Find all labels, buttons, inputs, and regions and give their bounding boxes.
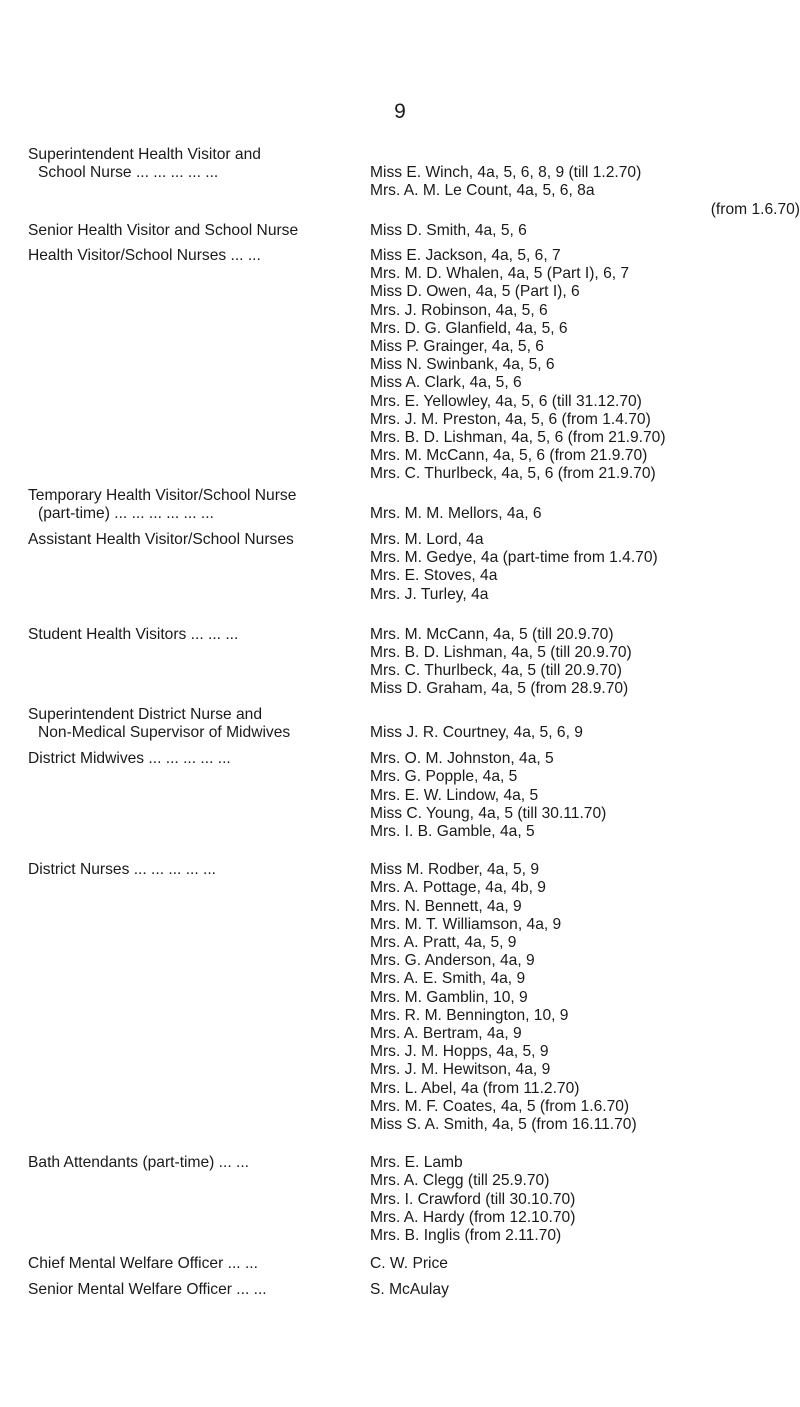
staff-name-line: Mrs. C. Thurlbeck, 4a, 5, 6 (from 21.9.70) — [370, 465, 656, 483]
role-line: Bath Attendants (part-time) ... ... — [28, 1154, 250, 1172]
roster-entry — [28, 750, 800, 841]
staff-name-line: Mrs. L. Abel, 4a (from 11.2.70) — [370, 1079, 580, 1097]
staff-name-line: Mrs. J. M. Preston, 4a, 5, 6 (from 1.4.70) — [370, 410, 651, 428]
staff-name-line: Mrs. E. Stoves, 4a — [370, 567, 498, 585]
roster-entry — [28, 487, 800, 523]
roster-entry — [28, 247, 800, 484]
staff-names — [370, 861, 800, 1134]
role-title — [28, 626, 370, 699]
role-title — [28, 222, 370, 240]
roster-entry — [28, 222, 800, 240]
staff-name-line: Miss E. Winch, 4a, 5, 6, 8, 9 (till 1.2.70) — [370, 164, 642, 182]
staff-names — [370, 626, 800, 699]
roster-entry — [28, 146, 800, 219]
role-title — [28, 1154, 370, 1245]
staff-name-line: Mrs. B. D. Lishman, 4a, 5, 6 (from 21.9.70) — [370, 429, 666, 447]
staff-name-line: Mrs. C. Thurlbeck, 4a, 5 (till 20.9.70) — [370, 662, 622, 680]
role-line: School Nurse ... ... ... ... ... — [38, 164, 219, 182]
roster-entry — [28, 706, 800, 742]
role-line: Assistant Health Visitor/School Nurses — [28, 531, 294, 549]
roster-entry — [28, 861, 800, 1134]
staff-name-line: Mrs. A. Pratt, 4a, 5, 9 — [370, 933, 517, 951]
staff-name-line: Mrs. I. Crawford (till 30.10.70) — [370, 1190, 576, 1208]
staff-names — [370, 1255, 800, 1273]
staff-name-line: (from 1.6.70) — [710, 200, 800, 218]
staff-name-line: Miss M. Rodber, 4a, 5, 9 — [370, 861, 540, 879]
page-number: 9 — [394, 100, 406, 123]
staff-name-line: S. McAulay — [370, 1281, 449, 1299]
staff-name-line: Mrs. A. E. Smith, 4a, 9 — [370, 970, 526, 988]
staff-name-line: Mrs. G. Anderson, 4a, 9 — [370, 952, 535, 970]
staff-name-line: Mrs. G. Popple, 4a, 5 — [370, 768, 518, 786]
role-line: (part-time) ... ... ... ... ... ... — [38, 504, 214, 522]
staff-name-line: Mrs. A. Bertram, 4a, 9 — [370, 1024, 522, 1042]
role-line: Superintendent Health Visitor and — [28, 146, 261, 163]
staff-name-line — [370, 487, 800, 505]
role-line: Chief Mental Welfare Officer ... ... — [28, 1255, 258, 1273]
roster-entry — [28, 1255, 800, 1273]
role-line: Superintendent District Nurse and — [28, 705, 263, 723]
staff-names — [370, 222, 800, 240]
roster-entry — [28, 531, 800, 604]
staff-name-line: Mrs. R. M. Bennington, 10, 9 — [370, 1006, 569, 1024]
staff-name-line: Mrs. A. Clegg (till 25.9.70) — [370, 1172, 550, 1190]
role-title — [28, 1281, 370, 1299]
role-line: Senior Mental Welfare Officer ... ... — [28, 1281, 267, 1299]
staff-name-line: Mrs. M. Gedye, 4a (part-time from 1.4.70) — [370, 549, 658, 567]
role-line: Health Visitor/School Nurses ... ... — [28, 247, 261, 265]
staff-name-line: Mrs. I. B. Gamble, 4a, 5 — [370, 822, 535, 840]
staff-name-line: Mrs. E. Lamb — [370, 1154, 463, 1172]
staff-names — [370, 531, 800, 604]
staff-names — [370, 487, 800, 523]
staff-name-line — [370, 706, 800, 724]
roster-entry — [28, 1281, 800, 1299]
staff-name-line: Miss A. Clark, 4a, 5, 6 — [370, 374, 522, 392]
staff-name-line: Mrs. A. Pottage, 4a, 4b, 9 — [370, 879, 546, 897]
staff-names — [370, 146, 800, 219]
role-line: Student Health Visitors ... ... ... — [28, 625, 239, 643]
staff-name-line: Mrs. M. D. Whalen, 4a, 5 (Part I), 6, 7 — [370, 265, 630, 283]
staff-name-line: Mrs. D. G. Glanfield, 4a, 5, 6 — [370, 319, 568, 337]
staff-name-line: Miss N. Swinbank, 4a, 5, 6 — [370, 356, 555, 374]
staff-name-line: Mrs. J. Robinson, 4a, 5, 6 — [370, 301, 548, 319]
staff-names — [370, 1281, 800, 1299]
staff-name-line: Mrs. E. W. Lindow, 4a, 5 — [370, 786, 539, 804]
role-title — [28, 861, 370, 1134]
staff-name-line: Mrs. B. Inglis (from 2.11.70) — [370, 1226, 562, 1244]
staff-name-line: Miss J. R. Courtney, 4a, 5, 6, 9 — [370, 723, 583, 741]
staff-name-line: Mrs. J. M. Hopps, 4a, 5, 9 — [370, 1043, 549, 1061]
roster-entry — [28, 626, 800, 699]
staff-name-line: Mrs. J. Turley, 4a — [370, 585, 489, 603]
staff-name-line: Mrs. E. Yellowley, 4a, 5, 6 (till 31.12.70) — [370, 392, 642, 410]
staff-name-line: Miss E. Jackson, 4a, 5, 6, 7 — [370, 247, 561, 265]
staff-name-line: Miss P. Grainger, 4a, 5, 6 — [370, 338, 544, 356]
staff-name-line: Mrs. M. T. Williamson, 4a, 9 — [370, 915, 562, 933]
staff-names — [370, 706, 800, 742]
staff-name-line: C. W. Price — [370, 1255, 448, 1273]
staff-name-line: Mrs. M. McCann, 4a, 5 (till 20.9.70) — [370, 625, 614, 643]
staff-name-line: Miss D. Smith, 4a, 5, 6 — [370, 221, 527, 239]
role-line: Temporary Health Visitor/School Nurse — [28, 486, 297, 504]
staff-roster — [28, 146, 800, 1300]
staff-name-line: Mrs. N. Bennett, 4a, 9 — [370, 897, 522, 915]
staff-name-line: Mrs. M. Lord, 4a — [370, 531, 484, 549]
staff-name-line: Mrs. J. M. Hewitson, 4a, 9 — [370, 1061, 551, 1079]
staff-names — [370, 750, 800, 841]
staff-name-line: Mrs. M. Gamblin, 10, 9 — [370, 988, 528, 1006]
role-title — [28, 750, 370, 841]
role-title — [28, 706, 370, 742]
staff-name-line: Mrs. A. Hardy (from 12.10.70) — [370, 1208, 576, 1226]
staff-name-line: Miss D. Graham, 4a, 5 (from 28.9.70) — [370, 680, 629, 698]
role-line: District Midwives ... ... ... ... ... — [28, 750, 231, 768]
staff-names — [370, 1154, 800, 1245]
staff-names — [370, 247, 800, 484]
role-line: District Nurses ... ... ... ... ... — [28, 861, 217, 879]
role-line: Non-Medical Supervisor of Midwives — [38, 723, 291, 741]
staff-name-line: Mrs. M. McCann, 4a, 5, 6 (from 21.9.70) — [370, 447, 648, 465]
staff-name-line: Mrs. O. M. Johnston, 4a, 5 — [370, 750, 554, 768]
staff-name-line: Miss C. Young, 4a, 5 (till 30.11.70) — [370, 804, 607, 822]
staff-name-line: Miss D. Owen, 4a, 5 (Part I), 6 — [370, 283, 580, 301]
staff-name-line: Mrs. A. M. Le Count, 4a, 5, 6, 8a — [370, 182, 595, 200]
role-title — [28, 1255, 370, 1273]
staff-name-line: Mrs. B. D. Lishman, 4a, 5 (till 20.9.70) — [370, 644, 632, 662]
role-title — [28, 146, 370, 219]
role-line: Senior Health Visitor and School Nurse — [28, 221, 299, 239]
staff-name-line: Miss S. A. Smith, 4a, 5 (from 16.11.70) — [370, 1115, 637, 1133]
staff-name-line — [370, 146, 800, 164]
role-title — [28, 247, 370, 484]
staff-name-line: Mrs. M. M. Mellors, 4a, 6 — [370, 504, 542, 522]
role-title — [28, 531, 370, 604]
role-title — [28, 487, 370, 523]
staff-name-line: Mrs. M. F. Coates, 4a, 5 (from 1.6.70) — [370, 1097, 630, 1115]
roster-entry — [28, 1154, 800, 1245]
